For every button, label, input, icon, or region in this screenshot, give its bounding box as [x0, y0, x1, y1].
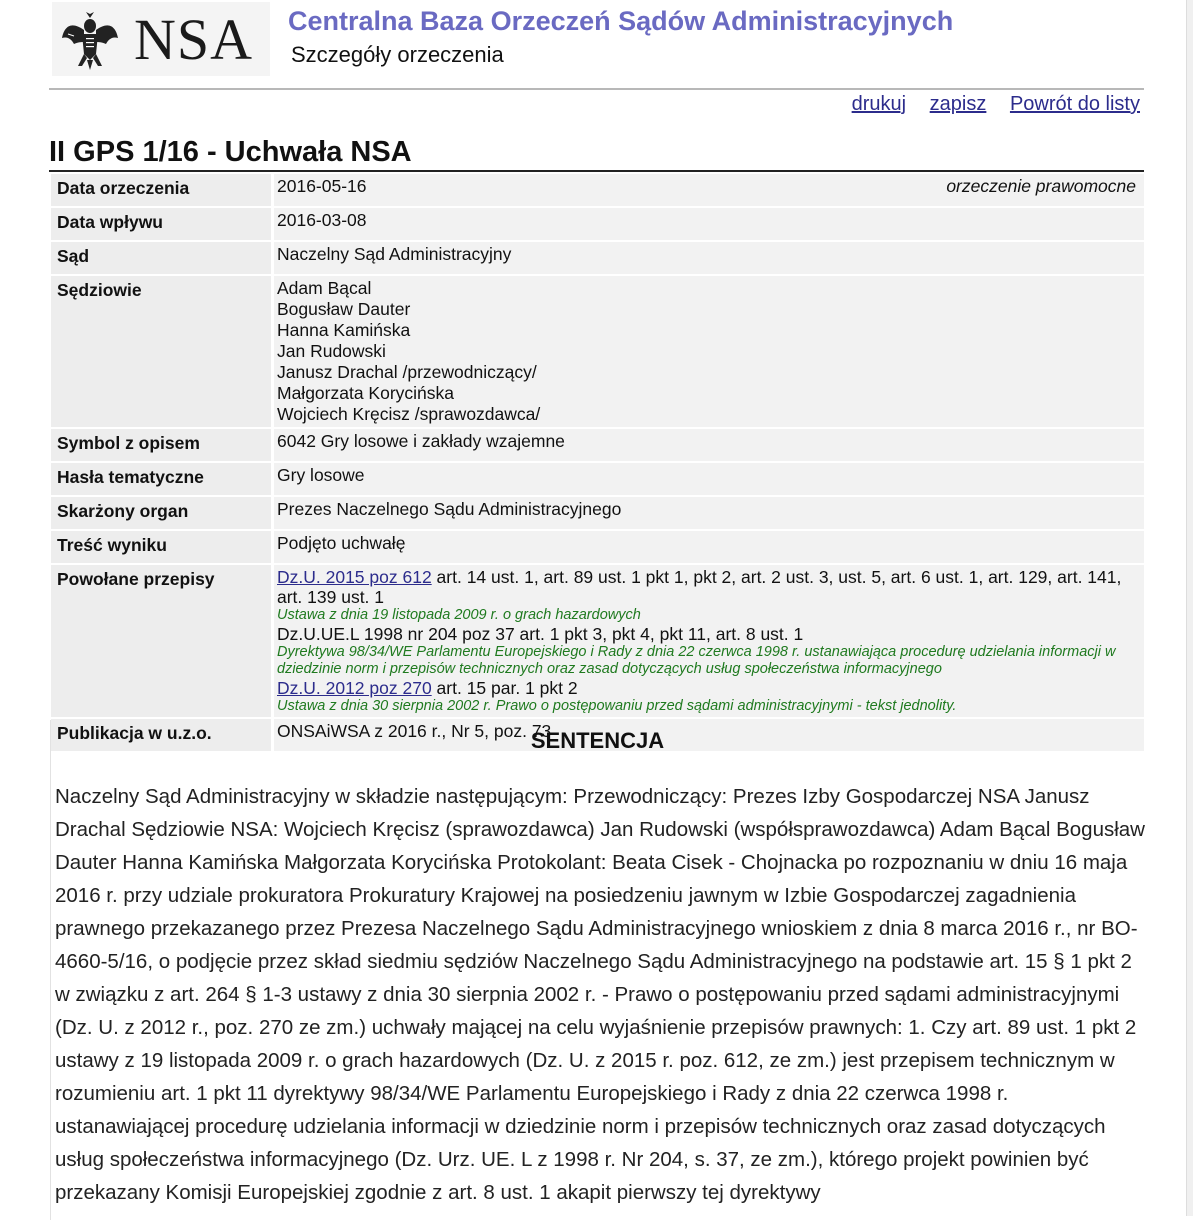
label-sedziowie: Sędziowie	[51, 276, 271, 427]
value-sad: Naczelny Sąd Administracyjny	[271, 242, 1144, 274]
row-przepisy	[51, 565, 1144, 717]
judge-name: Jan Rudowski	[277, 341, 386, 361]
label-organ: Skarżony organ	[51, 497, 271, 529]
przepis-note: Ustawa z dnia 19 listopada 2009 r. o grach hazardowych	[277, 607, 641, 623]
header-divider	[49, 88, 1144, 90]
sentencja-section	[50, 720, 1144, 1220]
judge-name: Wojciech Kręcisz /sprawozdawca/	[277, 404, 541, 424]
save-link[interactable]: zapisz	[929, 93, 987, 115]
label-sad: Sąd	[51, 242, 271, 274]
row-data-orzeczenia	[51, 174, 1144, 206]
przepis-item	[277, 624, 1144, 644]
row-symbol	[51, 429, 1144, 461]
judge-name: Janusz Drachal /przewodniczący/	[277, 362, 537, 382]
document-title: II GPS 1/16 - Uchwała NSA	[49, 136, 412, 168]
judge-name: Bogusław Dauter	[277, 299, 411, 319]
przepis-item	[277, 567, 1144, 607]
eagle-emblem-icon	[60, 8, 120, 72]
przepis-text: art. 15 par. 1 pkt 2	[431, 678, 578, 698]
action-links	[834, 93, 1140, 116]
sentencja-heading: SENTENCJA	[530, 728, 665, 753]
value-data-orzeczenia-cell	[271, 174, 1144, 206]
przepis-note: Dyrektywa 98/34/WE Parlamentu Europejskiego i Rady z dnia 22 czerwca 1998 r. ustanawiająca procedurę udzielania informacji w dziedzinie norm i przepisów technicznych oraz zasad dotyczących usług społeczeństwa informacyjnego	[277, 644, 1116, 677]
value-przepisy	[271, 565, 1144, 717]
label-data-wplywu: Data wpływu	[51, 208, 271, 240]
vertical-scrollbar[interactable]	[1186, 0, 1193, 1216]
label-hasla: Hasła tematyczne	[51, 463, 271, 495]
row-sad	[51, 242, 1144, 274]
value-hasla: Gry losowe	[271, 463, 1144, 495]
metadata-table	[51, 172, 1144, 753]
site-subtitle: Szczegóły orzeczenia	[291, 42, 504, 67]
value-data-wplywu: 2016-03-08	[271, 208, 1144, 240]
logo-text: NSA	[134, 7, 254, 72]
judge-name: Małgorzata Korycińska	[277, 383, 455, 403]
sentencja-text: Naczelny Sąd Administracyjny w składzie następującym: Przewodniczący: Prezes Izby Gospodarczej NSA Janusz Drachal Sędziowie NSA: Wojciech Kręcisz (sprawozdawca) Jan Rudowski (współsprawozdawca) Adam Bącal Bogusław Dauter Hanna Kamińska Małgorzata Korycińska Protokolant: Beata Cisek - Chojnacka po rozpoznaniu w dniu 16 maja 2016 r. przy udziale prokuratora Prokuratury Krajowej na posiedzeniu jawnym w Izbie Gospodarczej zagadnienia prawnego przekazanego przez Prezesa Naczelnego Sądu Administracyjnego wnioskiem z dnia 8 marca 2016 r., nr BO-4660-5/16, o podjęcie przez skład siedmiu sędziów Naczelnego Sądu Administracyjnego na podstawie art. 15 § 1 pkt 2 w związku z art. 264 § 1-3 ustawy z dnia 30 sierpnia 2002 r. - Prawo o postępowaniu przed sądami administracyjnymi (Dz. U. z 2012 r., poz. 270 ze zm.) uchwały mającej na celu wyjaśnienie przepisów prawnych: 1. Czy art. 89 ust. 1 pkt 2 ustawy z 19 listopada 2009 r. o grach hazardowych (Dz. U. z 2015 r. poz. 612, ze zm.) jest przepisem technicznym w rozumieniu art. 1 pkt 11 dyrektywy 98/34/WE Parlamentu Europejskiego i Rady z dnia 22 czerwca 1998 r. ustanawiającej procedurę udzielania informacji w dziedzinie norm i przepisów technicznych oraz zasad dotyczących usług społeczeństwa informacyjnego (Dz. Urz. UE. L z 1998 r. Nr 204, s. 37, ze zm.), którego projekt powinien być przekazany Komisji Europejskiej zgodnie z art. 8 ust. 1 akapit pierwszy tej dyrektywy	[55, 785, 1145, 1204]
przepis-link[interactable]: Dz.U. 2012 poz 270	[277, 678, 432, 698]
judge-name: Adam Bącal	[277, 278, 372, 298]
row-sedziowie	[51, 276, 1144, 427]
przepis-link[interactable]: Dz.U. 2015 poz 612	[277, 567, 432, 587]
label-publikacja: Publikacja w u.z.o.	[51, 719, 271, 751]
przepis-text: art. 14 ust. 1, art. 89 ust. 1 pkt 1, pkt 2, art. 2 ust. 3, ust. 5, art. 6 ust. 1, art. 129, art. 141, art. 139 ust. 1	[277, 567, 1122, 607]
row-data-wplywu	[51, 208, 1144, 240]
label-data-orzeczenia: Data orzeczenia	[51, 174, 271, 206]
site-title: Centralna Baza Orzeczeń Sądów Administracyjnych	[288, 6, 954, 36]
status-prawomocne: orzeczenie prawomocne	[946, 176, 1136, 196]
label-symbol: Symbol z opisem	[51, 429, 271, 461]
value-tresc: Podjęto uchwałę	[271, 531, 1144, 563]
przepis-note: Ustawa z dnia 30 sierpnia 2002 r. Prawo o postępowaniu przed sądami administracyjnymi - tekst jednolity.	[277, 698, 957, 714]
label-tresc: Treść wyniku	[51, 531, 271, 563]
value-symbol: 6042 Gry losowe i zakłady wzajemne	[271, 429, 1144, 461]
row-organ	[51, 497, 1144, 529]
page-header	[50, 0, 1144, 86]
value-publikacja: ONSAiWSA z 2016 r., Nr 5, poz. 73	[271, 719, 1144, 751]
row-hasla	[51, 463, 1144, 495]
back-to-list-link[interactable]: Powrót do listy	[1009, 93, 1140, 115]
value-organ: Prezes Naczelnego Sądu Administracyjnego	[271, 497, 1144, 529]
value-data-orzeczenia: 2016-05-16	[277, 176, 367, 196]
label-przepisy: Powołane przepisy	[51, 565, 271, 717]
przepis-text: Dz.U.UE.L 1998 nr 204 poz 37 art. 1 pkt 3, pkt 4, pkt 11, art. 8 ust. 1	[277, 624, 804, 644]
nsa-logo[interactable]	[52, 2, 270, 76]
row-tresc	[51, 531, 1144, 563]
przepis-item	[277, 678, 1144, 698]
judge-name: Hanna Kamińska	[277, 320, 411, 340]
value-sedziowie	[271, 276, 1144, 427]
print-link[interactable]: drukuj	[851, 93, 907, 115]
